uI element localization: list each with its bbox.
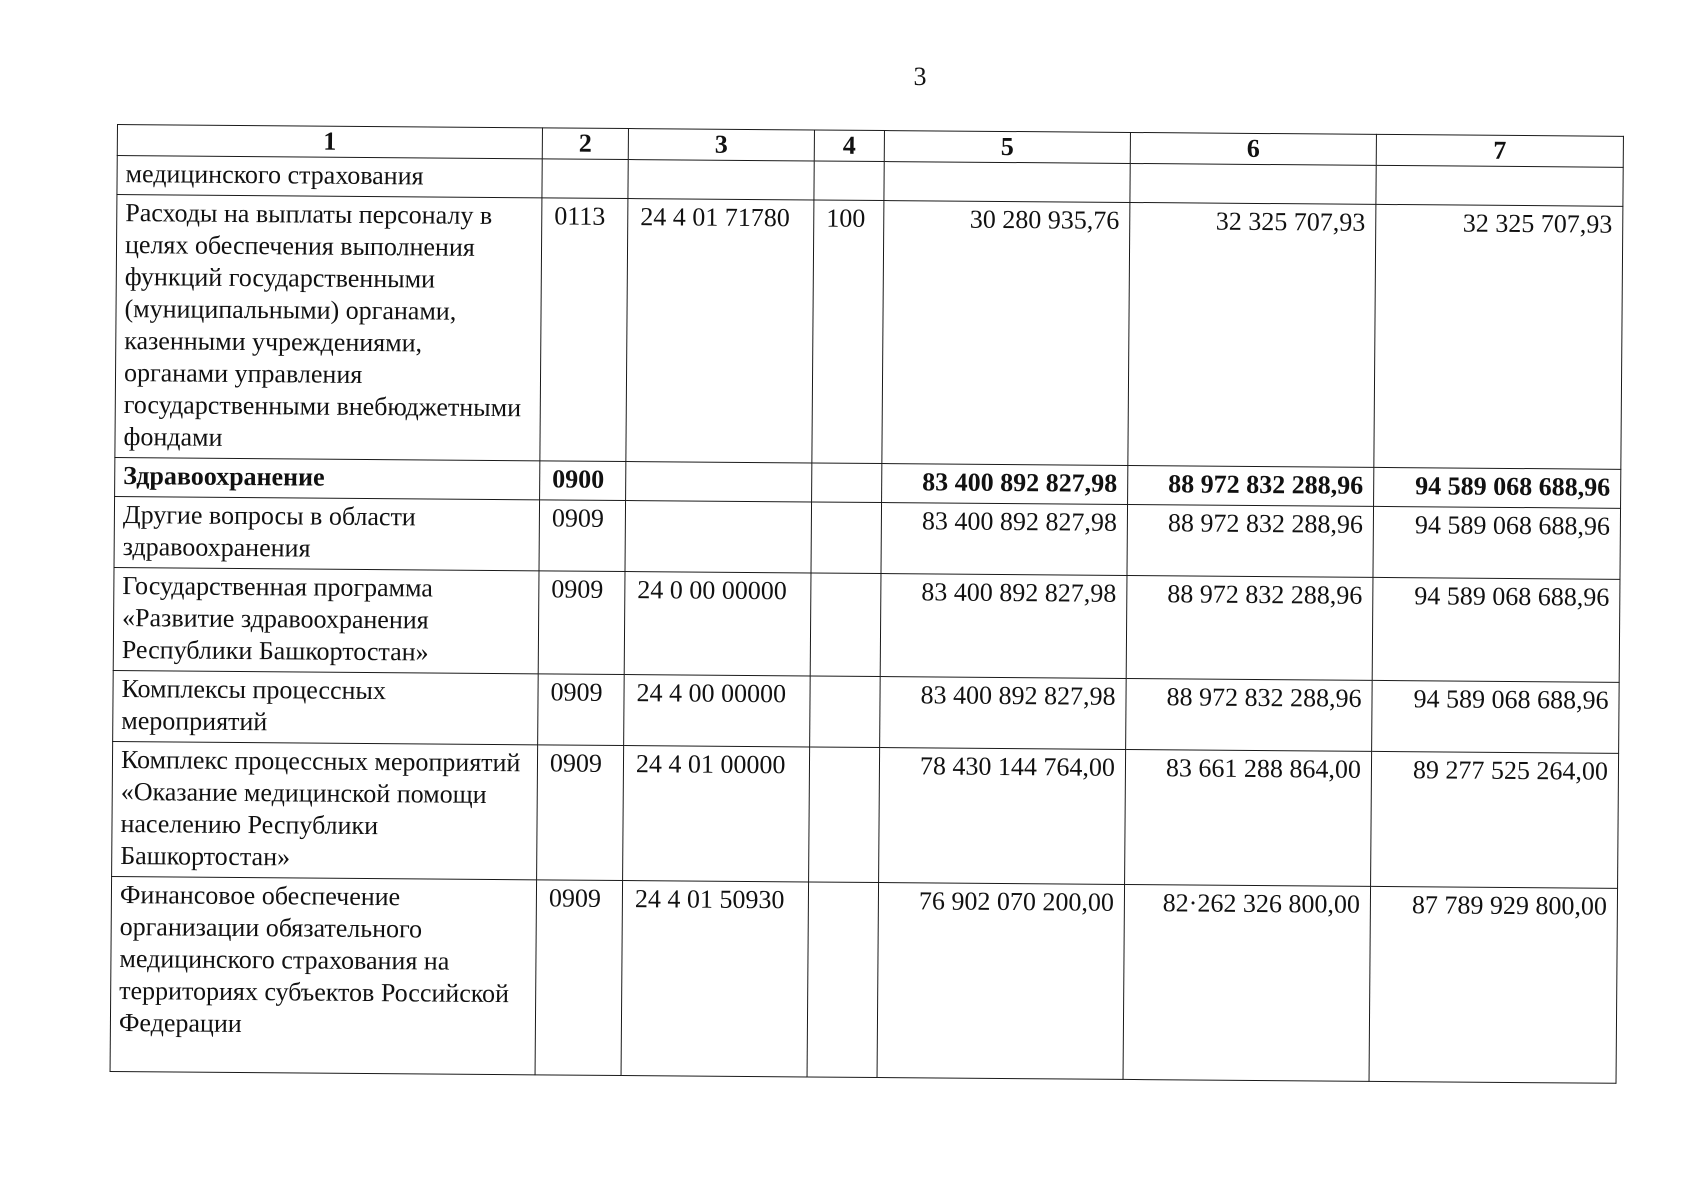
target-article-code: 24 4 01 71780 xyxy=(626,199,814,463)
header-col-1: 1 xyxy=(117,125,542,159)
amount-col-6: 88 972 832 288,96 xyxy=(1127,504,1374,577)
amount-col-5: 83 400 892 827,98 xyxy=(880,574,1127,679)
section-code: 0900 xyxy=(540,461,626,501)
table-row xyxy=(115,195,1623,470)
table-row xyxy=(112,741,1619,888)
amount-col-5: 78 430 144 764,00 xyxy=(879,748,1126,885)
expense-type-code xyxy=(810,676,881,748)
amount-col-7: 94 589 068 688,96 xyxy=(1372,680,1620,753)
page-number: 3 xyxy=(913,62,927,91)
amount-col-6: 32 325 707,93 xyxy=(1128,202,1376,467)
section-code: 0113 xyxy=(540,198,628,462)
amount-col-7: 89 277 525 264,00 xyxy=(1371,751,1619,888)
expense-type-code xyxy=(809,747,880,883)
amount-col-5: 83 400 892 827,98 xyxy=(880,677,1127,750)
section-code: 0909 xyxy=(539,500,626,572)
header-col-4: 4 xyxy=(814,130,884,162)
header-col-7: 7 xyxy=(1376,134,1623,167)
budget-table xyxy=(110,124,1624,1084)
amount-col-6: 88 972 832 288,96 xyxy=(1126,678,1373,751)
expense-type-code xyxy=(811,502,882,574)
section-code: 0909 xyxy=(535,880,623,1076)
target-article-code xyxy=(626,462,812,502)
amount-col-5: 83 400 892 827,98 xyxy=(882,464,1128,505)
header-col-6: 6 xyxy=(1130,132,1376,165)
target-article-code xyxy=(625,501,812,573)
row-name: медицинского страхования xyxy=(117,156,542,198)
header-col-3: 3 xyxy=(628,129,814,161)
target-article-code: 24 4 01 50930 xyxy=(621,880,809,1076)
expense-type-code xyxy=(810,573,881,677)
section-code: 0909 xyxy=(538,571,625,675)
amount-col-6: 83 661 288 864,00 xyxy=(1125,749,1372,886)
expense-type-code: 100 xyxy=(812,200,884,464)
table-row xyxy=(113,670,1620,753)
expense-type-code xyxy=(814,161,884,201)
table-row xyxy=(110,876,1617,1083)
row-name: Другие вопросы в области здравоохранения xyxy=(114,496,540,570)
amount-col-6: 88 972 832 288,96 xyxy=(1126,575,1373,680)
amount-col-5: 30 280 935,76 xyxy=(882,201,1130,466)
amount-col-7: 32 325 707,93 xyxy=(1374,204,1623,469)
amount-col-7: 87 789 929 800,00 xyxy=(1369,886,1618,1083)
amount-col-7: 94 589 068 688,96 xyxy=(1373,506,1621,579)
header-col-5: 5 xyxy=(884,131,1130,164)
table-row xyxy=(113,567,1620,682)
target-article-code: 24 0 00 00000 xyxy=(624,572,811,676)
header-col-2: 2 xyxy=(542,128,628,160)
expense-type-code xyxy=(812,463,882,503)
amount-col-7: 94 589 068 688,96 xyxy=(1372,577,1620,682)
row-name: Комплексы процессных мероприятий xyxy=(113,670,539,744)
amount-col-6: 82·262 326 800,00 xyxy=(1123,884,1371,1081)
amount-col-6 xyxy=(1130,163,1376,204)
target-article-code: 24 4 01 00000 xyxy=(623,745,810,881)
amount-col-7: 94 589 068 688,96 xyxy=(1374,467,1621,508)
row-name: Финансовое обеспечение организации обязательного медицинского страхования на территориях субъектов Российской Федерации xyxy=(110,876,537,1074)
target-article-code: 24 4 00 00000 xyxy=(624,675,811,747)
amount-col-7 xyxy=(1376,165,1623,206)
amount-col-5: 83 400 892 827,98 xyxy=(881,503,1128,576)
row-name: Комплекс процессных мероприятий «Оказание медицинской помощи населению Республики Башкортостан» xyxy=(112,741,538,879)
section-code xyxy=(542,159,628,199)
row-name: Государственная программа «Развитие здравоохранения Республики Башкортостан» xyxy=(113,567,539,673)
expense-type-code xyxy=(807,882,879,1078)
row-name: Расходы на выплаты персоналу в целях обеспечения выполнения функций государственными (муниципальными) органами, казенными учреждениями, органами управления государственными внебюджетными фондами xyxy=(115,195,542,461)
amount-col-6: 88 972 832 288,96 xyxy=(1128,465,1374,506)
section-code: 0909 xyxy=(538,674,625,746)
amount-col-5 xyxy=(884,162,1130,203)
table-row xyxy=(114,496,1621,579)
amount-col-5: 76 902 070 200,00 xyxy=(877,883,1125,1080)
row-name: Здравоохранение xyxy=(115,457,540,499)
target-article-code xyxy=(628,160,814,200)
section-code: 0909 xyxy=(537,745,624,881)
